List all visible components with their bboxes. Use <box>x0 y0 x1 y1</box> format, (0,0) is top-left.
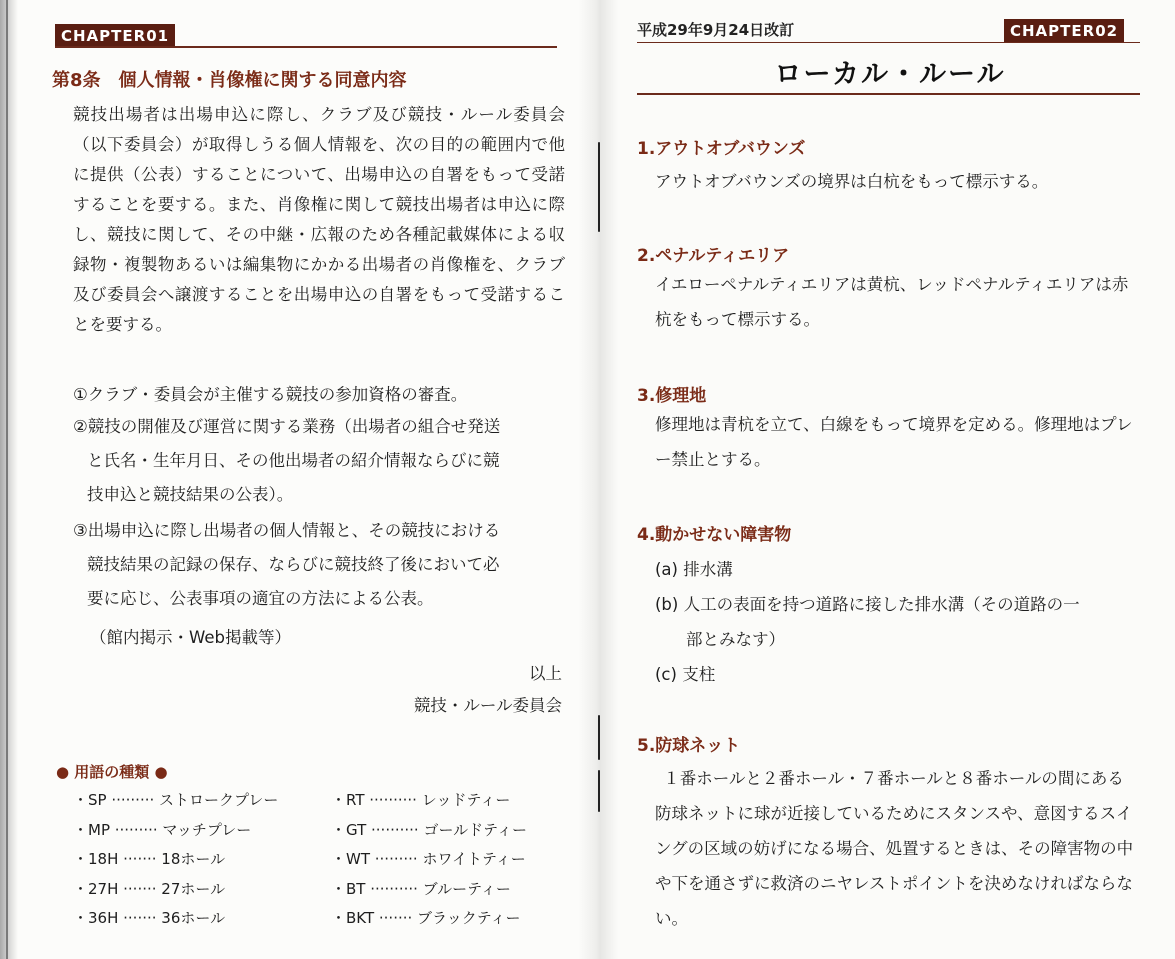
article-body: 競技出場者は出場申込に際し、クラブ及び競技・ルール委員会（以下委員会）が取得しうる個人情報を、次の目的の範囲内で他に提供（公表）することについて、出場申込の自署をもって受諾することを要する。また、肖像権に関して競技出場者は申込に際し、競技に関して、その中継・広報のため各種記載媒体による収録物・複製物あるいは編集物にかかる出場者の肖像権を、クラブ及び委員会へ譲渡することを出場申込の自署をもって受諾することを要する。 <box>73 105 565 334</box>
term-row: ・SP ········· ストロークプレー <box>73 791 279 809</box>
term-row: ・GT ·········· ゴールドティー <box>331 820 527 839</box>
section-heading: 3.修理地 <box>637 386 707 406</box>
publication-venue: （館内掲示・Web掲載等） <box>90 628 291 647</box>
signature: 競技・ルール委員会 <box>413 696 562 715</box>
terms-title: ● 用語の種類 ● <box>56 763 168 781</box>
subsection-item: (b) 人工の表面を持つ道路に接した排水溝（その道路の一 <box>655 595 1080 614</box>
list-item <box>73 516 563 614</box>
section-heading: 1.アウトオブバウンズ <box>637 139 806 159</box>
chapter-rule <box>55 46 557 48</box>
chapter-badge: CHAPTER02 <box>1004 19 1124 43</box>
title-rule <box>637 93 1140 95</box>
binding-line <box>6 0 8 959</box>
subsection-item: 部とみなす） <box>686 630 785 649</box>
list-item-line: 要に応じ、公表事項の適宜の方法による公表。 <box>87 589 434 608</box>
term-row: ・BT ·········· ブルーティー <box>331 879 511 898</box>
revision-date: 平成29年9月24日改訂 <box>637 21 795 39</box>
margin-mark <box>598 770 600 812</box>
list-item-line: 競技結果の記録の保存、ならびに競技終了後において必 <box>87 555 500 574</box>
closing-mark: 以上 <box>529 664 562 683</box>
section-body: イエローペナルティエリアは黄杭、レッドペナルティエリアは赤杭をもって標示する。 <box>655 275 1129 329</box>
list-item-line: ①クラブ・委員会が主催する競技の参加資格の審査。 <box>73 385 468 404</box>
section-heading: 4.動かせない障害物 <box>637 525 792 545</box>
term-row: ・18H ······· 18ホール <box>73 850 226 868</box>
list-item-line: ③出場申込に際し出場者の個人情報と、その競技における <box>73 521 501 540</box>
chapter-rule <box>637 42 1140 43</box>
article-heading: 第8条 個人情報・肖像権に関する同意内容 <box>52 70 407 91</box>
list-item-line: ②競技の開催及び運営に関する業務（出場者の組合せ発送 <box>73 417 501 436</box>
page-title: ローカル・ルール <box>774 59 1006 90</box>
term-row: ・27H ······· 27ホール <box>73 879 226 898</box>
term-row: ・MP ········· マッチプレー <box>73 820 252 839</box>
margin-mark <box>598 142 600 232</box>
list-item-line: 技申込と競技結果の公表）。 <box>87 485 294 504</box>
list-item <box>73 380 563 410</box>
terms-column-right <box>331 786 527 934</box>
subsection-item: (c) 支柱 <box>655 665 716 684</box>
section-body: アウトオブバウンズの境界は白杭をもって標示する。 <box>655 172 1049 191</box>
term-row: ・36H ······· 36ホール <box>73 909 226 927</box>
term-row: ・WT ········· ホワイトティー <box>331 850 526 868</box>
section-heading: 2.ペナルティエリア <box>637 246 790 266</box>
list-item-line: と氏名・生年月日、その他出場者の紹介情報ならびに競 <box>87 451 500 470</box>
section-heading: 5.防球ネット <box>637 736 741 756</box>
chapter-badge: CHAPTER01 <box>55 24 175 48</box>
terms-column-left <box>73 786 278 934</box>
term-row: ・RT ·········· レッドティー <box>331 791 511 809</box>
section-body: １番ホールと２番ホール・７番ホールと８番ホールの間にある防球ネットに球が近接しているためにスタンスや、意図するスイングの区域の妨げになる場合、処置するときは、その障害物の中や下を通さずに救済のニヤレストポイントを決めなければならない。 <box>655 769 1134 928</box>
section-body: 修理地は青杭を立て、白線をもって境界を定める。修理地はプレー禁止とする。 <box>655 415 1133 469</box>
subsection-item: (a) 排水溝 <box>655 560 733 579</box>
list-item <box>73 412 563 510</box>
term-row: ・BKT ······· ブラックティー <box>331 909 521 927</box>
page-edge <box>0 0 18 959</box>
margin-mark <box>598 715 600 760</box>
